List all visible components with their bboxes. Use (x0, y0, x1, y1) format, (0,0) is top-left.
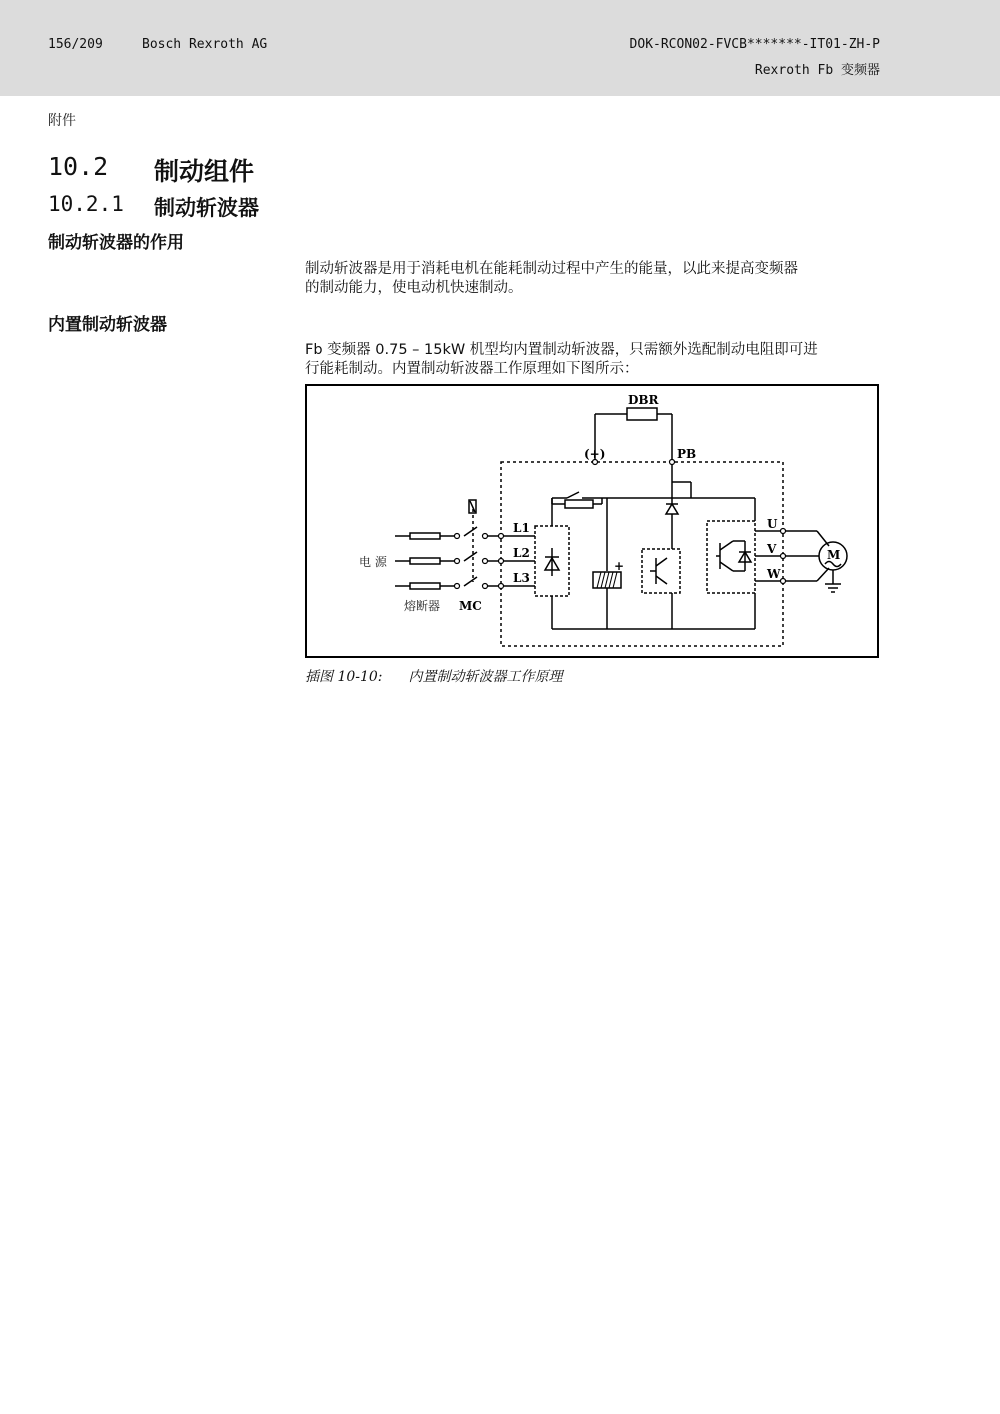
l2-label: L2 (513, 546, 530, 560)
fuse-label: 熔断器 (404, 599, 441, 613)
subsection-title-built-in: 内置制动斩波器 (48, 315, 167, 335)
page-number: 156/209 (48, 37, 103, 52)
l3-label: L3 (513, 571, 530, 585)
mc-label: MC (459, 599, 482, 613)
v-label: V (767, 542, 777, 556)
heading-number: 10.2.1 (48, 192, 124, 216)
fuse (410, 583, 440, 589)
u-label: U (767, 517, 778, 531)
paragraph-line: 制动斩波器是用于消耗电机在能耗制动过程中产生的能量，以此来提高变频器 (305, 261, 798, 277)
section-label: 附件 (48, 113, 76, 129)
caption-title: 内置制动斩波器工作原理 (408, 669, 563, 685)
motor-label: M (827, 548, 841, 562)
w-label: W (767, 567, 781, 581)
power-source-label: 电 源 (359, 555, 387, 569)
figure-caption (305, 666, 563, 686)
plus-terminal-label: (+) (584, 447, 606, 461)
fuse (410, 533, 440, 539)
dbr-resistor (627, 408, 657, 420)
paragraph-line: 行能耗制动。内置制动斩波器工作原理如下图所示： (305, 361, 639, 377)
heading-title: 制动斩波器 (154, 196, 259, 220)
product-name: Rexroth Fb 变频器 (754, 63, 880, 78)
circuit-figure (305, 384, 879, 658)
page-header (0, 0, 1000, 96)
paragraph-function (305, 260, 885, 298)
heading-number: 10.2 (48, 152, 109, 181)
brake-transistor (642, 549, 680, 593)
fuse (410, 558, 440, 564)
paragraph-built-in (305, 341, 885, 379)
company-name: Bosch Rexroth AG (142, 37, 268, 52)
paragraph-line: 的制动能力，使电动机快速制动。 (305, 280, 523, 296)
subsection-title-function: 制动斩波器的作用 (48, 233, 184, 253)
paragraph-line: Fb 变频器 0.75 – 15kW 机型均内置制动斩波器，只需额外选配制动电阻即可进 (305, 342, 818, 358)
charge-resistor (565, 500, 593, 508)
inverter-boundary (501, 462, 783, 646)
heading-title: 制动组件 (154, 157, 255, 186)
document-code: DOK-RCON02-FVCB*******-IT01-ZH-P (629, 37, 880, 52)
brake-chopper-circuit-diagram (307, 386, 877, 656)
capacitor-plus-label: + (614, 559, 625, 573)
l1-label: L1 (513, 521, 530, 535)
dbr-label: DBR (628, 393, 659, 407)
caption-number: 插图 10-10: (305, 669, 383, 685)
pb-terminal-label: PB (677, 447, 697, 461)
